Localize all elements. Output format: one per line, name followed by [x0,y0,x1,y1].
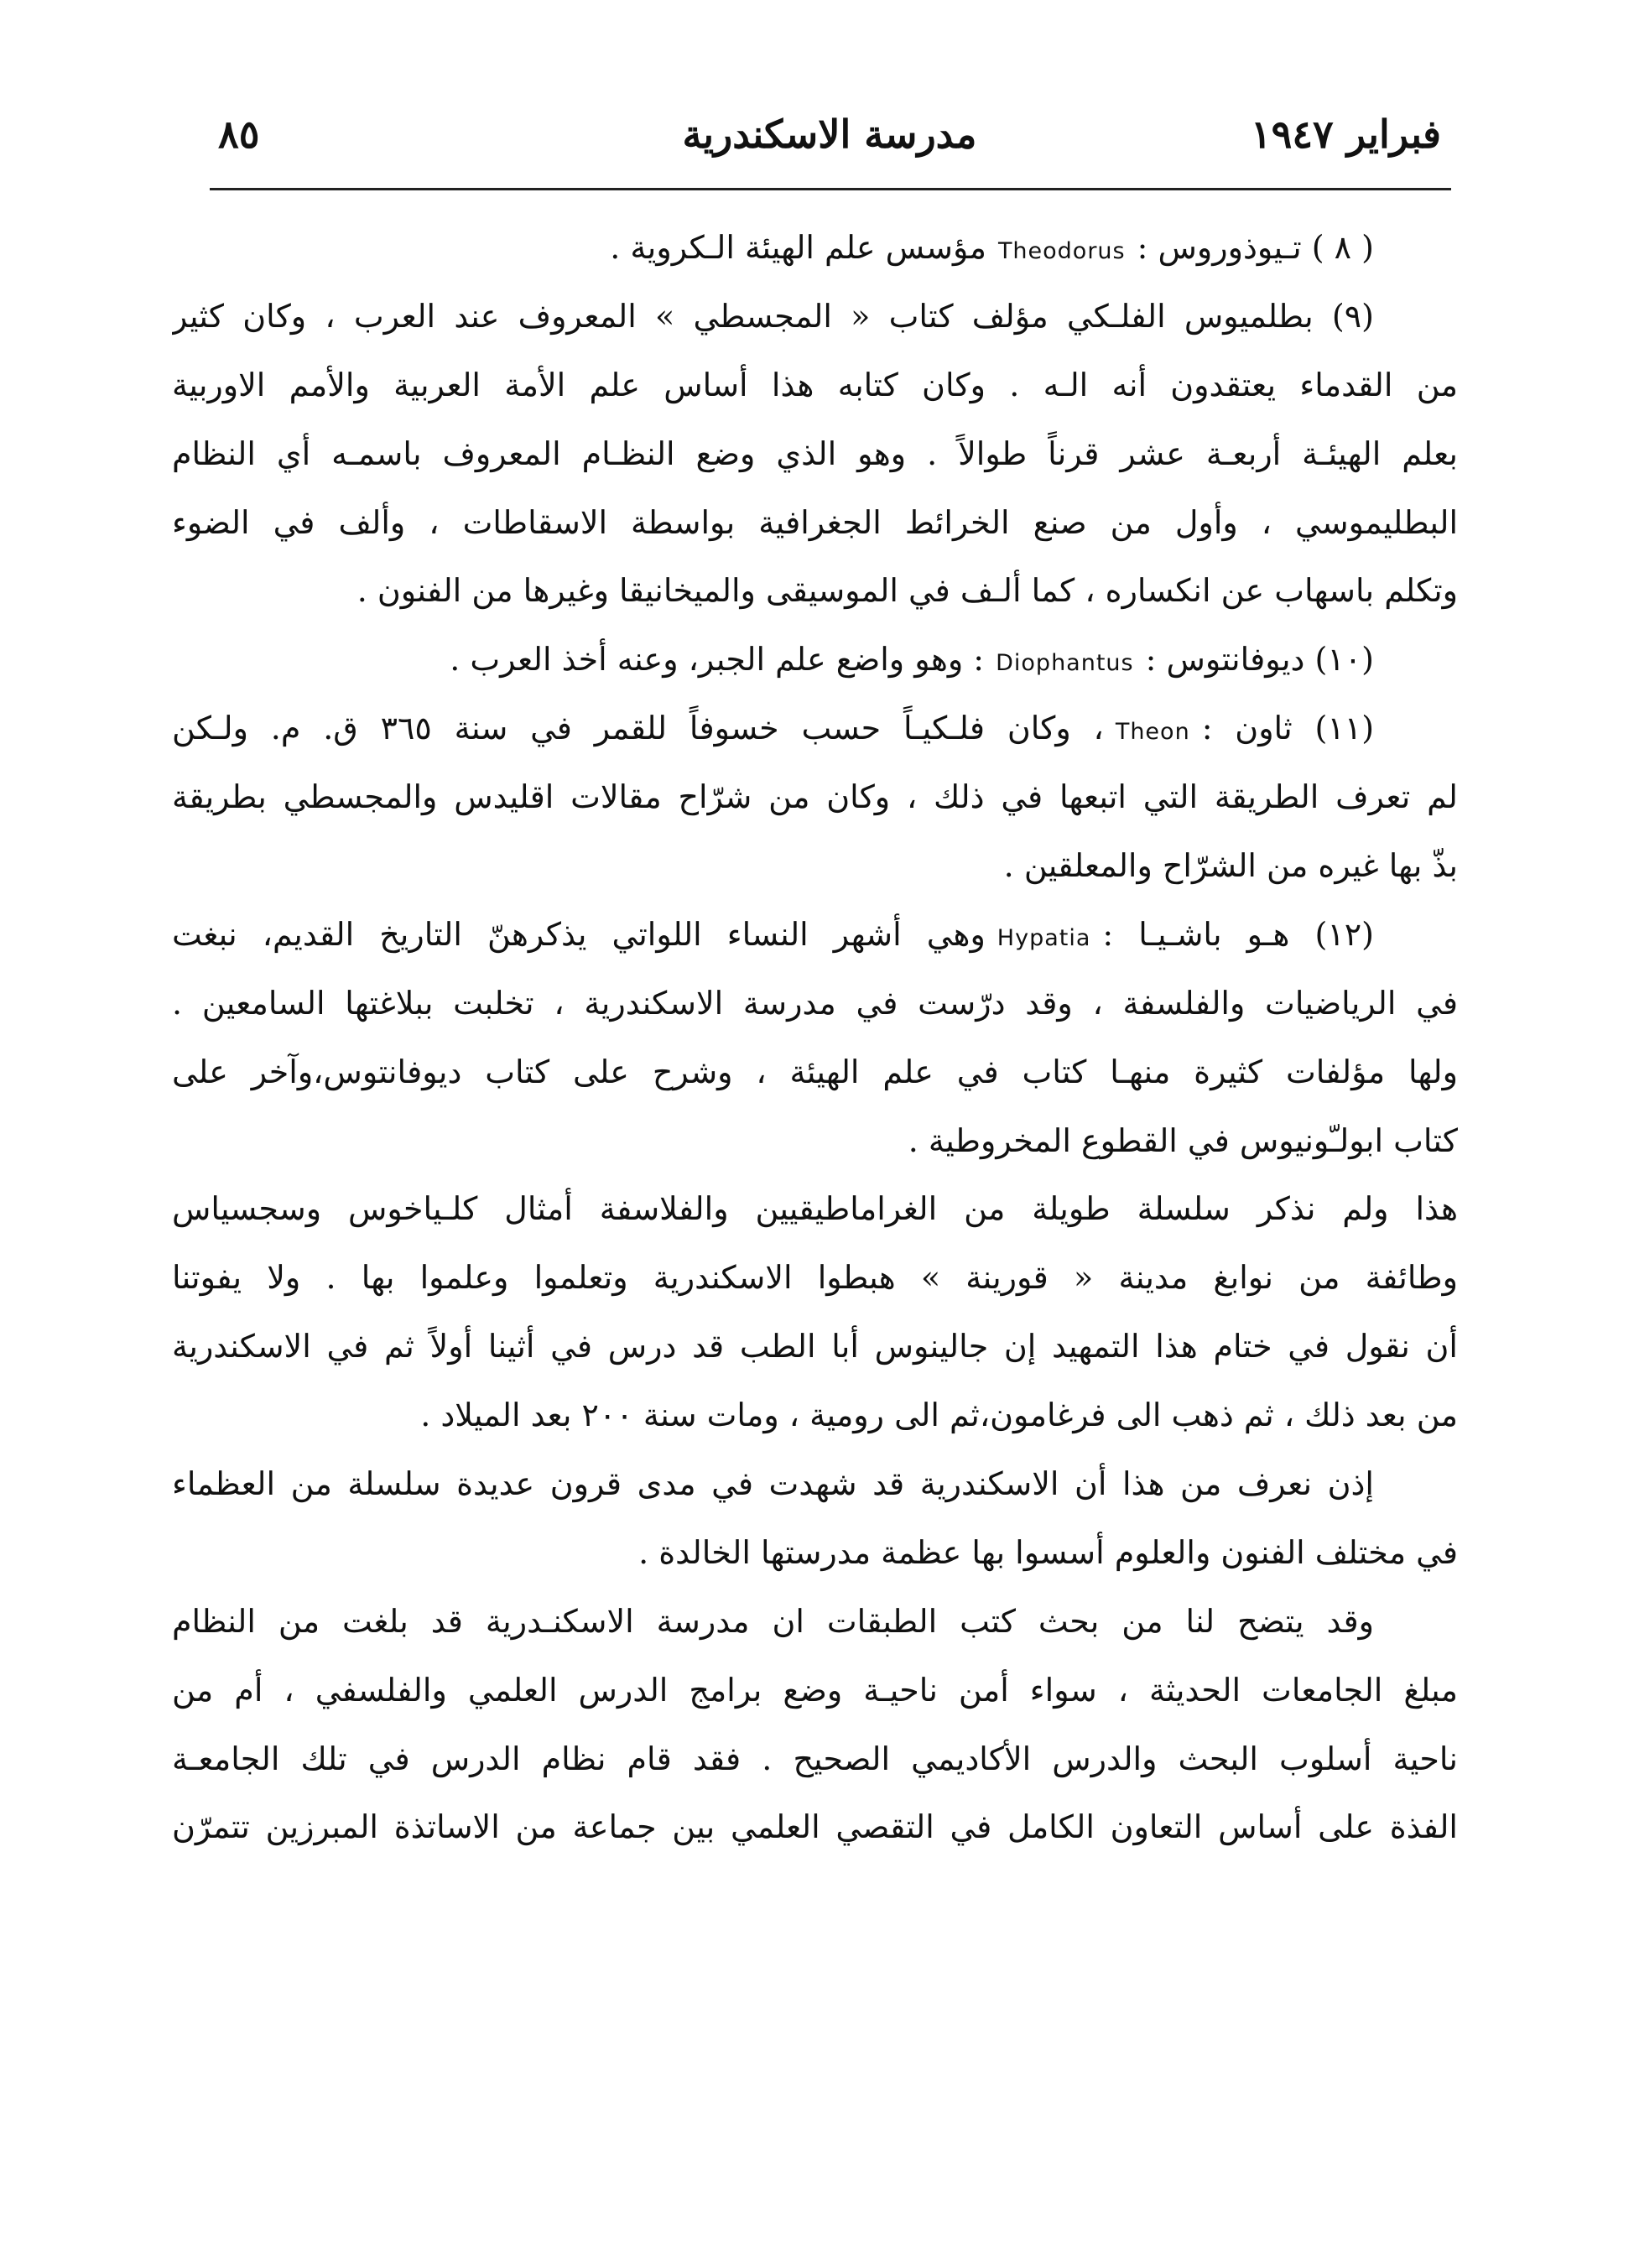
line-text: ناحية أسلوب البحث والدرس الأكاديمي الصحيح . فقد قام نظام الدرس في تلك الجامعـة [172,1740,1458,1777]
line-text: البطليموسي ، وأول من صنع الخرائط الجغرافية بواسطة الاسقاطات ، وألف في الضوء [172,503,1458,541]
line-text: بعلم الهيئـة أربعـة عشر قرناً طوالاً . وهو الذي وضع النظـام المعروف باسمـه أي النظام [172,434,1458,472]
text-line [172,626,1458,694]
line-text: ( ٨ ) تـيوذوروس : [1137,229,1374,266]
header-rule [210,188,1451,190]
text-line [172,557,1458,626]
line-text: وطائفة من نوابغ مدينة « قورينة » هبطوا الاسكندرية وتعلموا وعلموا بها . ولا يفوتنا [172,1259,1458,1297]
body-text [172,214,1458,1862]
line-text: أن نقول في ختام هذا التمهيد إن جالينوس أبا الطب قد درس في أثينا أولاً ثم في الاسكندرية [172,1328,1458,1365]
page-header [218,101,1441,168]
text-line [172,1793,1458,1862]
text-line [172,214,1458,283]
line-text: (٩) بطلميوس الفلـكي مؤلف كتاب « المجسطي » المعروف عند العرب ، وكان كثير [172,297,1374,335]
text-line [172,489,1458,558]
line-text: هذا ولم نذكر سلسلة طويلة من الغراماطيقيين والفلاسفة أمثال كلـياخوس وسجسياس [172,1190,1458,1228]
line-text: إذن نعرف من هذا أن الاسكندرية قد شهدت في مدى قرون عديدة سلسلة من العظماء [172,1465,1374,1503]
text-line [172,420,1458,489]
line-text: من القدماء يعتقدون أنه الـه . وكان كتابه هذا أساس علم الأمة العربية والأمم الاوربية [172,366,1458,403]
text-line [172,1313,1458,1381]
text-line [172,351,1458,420]
line-text: في مختلف الفنون والعلوم أسسوا بها عظمة مدرستها الخالدة . [638,1533,1458,1571]
text-line [172,283,1458,351]
latin-name: Diophantus [996,650,1134,677]
line-text: ولها مؤلفات كثيرة منهـا كتاب في علم الهيئة ، وشرح على كتاب ديوفانتوس،وآخر على [172,1053,1458,1090]
latin-name: Hypatia [997,924,1091,951]
issue-date: فبراير ١٩٤٧ [1250,112,1441,157]
text-line [172,1450,1458,1519]
line-text: في الرياضيات والفلسفة ، وقد درّست في مدرسة الاسكندرية ، تخلبت ببلاغتها السامعين . [172,984,1458,1022]
latin-name: Theon [1115,719,1190,746]
text-line [172,970,1458,1038]
line-text: (١٠) ديوفانتوس : [1145,641,1374,679]
line-text: مبلغ الجامعات الحديثة ، سواء أمن ناحيـة وضع برامج الدرس العلمي والفلسفي ، أم من [172,1671,1458,1709]
line-text: (١١) ثاون : [1201,710,1375,747]
line-text: وتكلم باسهاب عن انكساره ، كما ألـف في الموسيقى والميخانيقا وغيرها من الفنون . [356,572,1458,610]
text-line [172,694,1458,763]
text-line [172,1244,1458,1313]
text-line [172,1725,1458,1794]
latin-name: Theodorus [997,238,1126,264]
line-text: لم تعرف الطريقة التي اتبعها في ذلك ، وكان من شرّاح مقالات اقليدس والمجسطي بطريقة [172,778,1458,816]
text-line [172,763,1458,832]
text-line [172,901,1458,970]
text-line [172,1519,1458,1588]
line-text-continued: : وهو واضع علم الجبر، وعنه أخذ العرب . [450,641,985,679]
line-text-continued: وهي أشهر النساء اللواتي يذكرهنّ التاريخ القديم، نبغت [172,915,986,953]
line-text: الفذة على أساس التعاون الكامل في التقصي العلمي بين جماعة من الاساتذة المبرزين تتمرّن [172,1808,1458,1846]
page-number: ٨٥ [218,112,260,157]
text-line [172,1175,1458,1244]
line-text: (١٢) هـو باشـيـا : [1102,915,1374,953]
text-line [172,1038,1458,1107]
line-text-continued: مؤسس علم الهيئة الـكروية . [610,229,986,266]
running-title: مدرسة الاسكندرية [682,112,977,157]
line-text: من بعد ذلك ، ثم ذهب الى فرغامون،ثم الى رومية ، ومات سنة ٢٠٠ بعد الميلاد . [420,1397,1458,1434]
text-line [172,1107,1458,1176]
text-line [172,1657,1458,1725]
line-text-continued: ، وكان فلـكيـاً حسب خسوفاً للقمر في سنة ٣٦٥ ق. م. ولـكن [172,710,1104,747]
text-line [172,832,1458,901]
line-text: كتاب ابولـّونيوس في القطوع المخروطية . [908,1121,1458,1159]
text-line [172,1381,1458,1450]
text-line [172,1588,1458,1657]
line-text: بذّ بها غيره من الشرّاح والمعلقين . [1003,847,1458,885]
line-text: وقد يتضح لنا من بحث كتب الطبقات ان مدرسة الاسكنـدرية قد بلغت من النظام [172,1602,1374,1640]
